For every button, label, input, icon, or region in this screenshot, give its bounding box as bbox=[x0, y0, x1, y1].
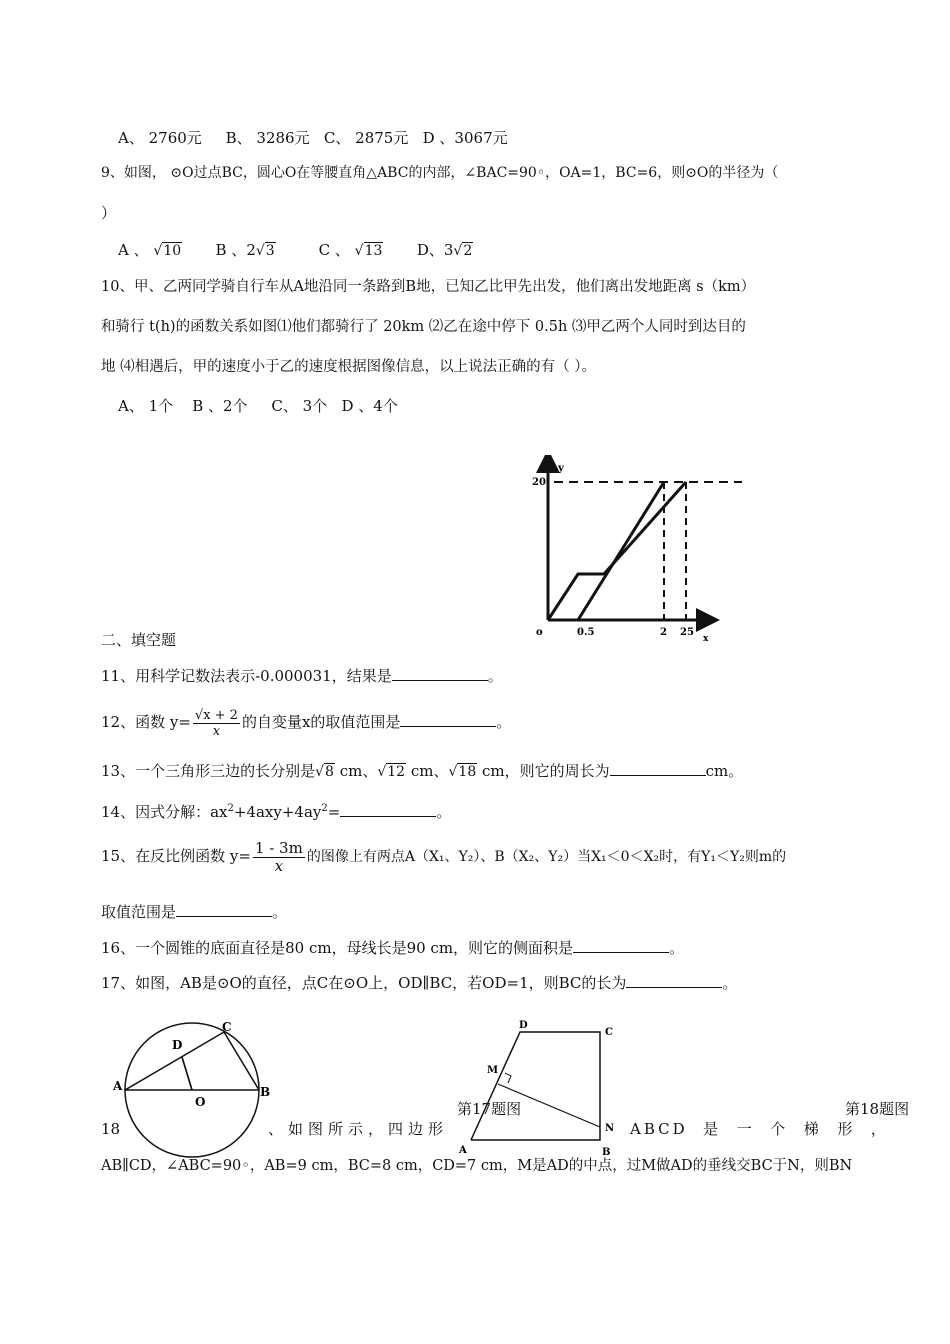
q9-close: ） bbox=[101, 204, 117, 222]
q18-number: 18 bbox=[101, 1120, 121, 1138]
series-jia-line bbox=[578, 482, 664, 620]
q10-line1: 10、甲、乙两同学骑自行车从A地沿同一条路到B地，已知乙比甲先出发，他们离出发地距离 s（km） bbox=[101, 279, 756, 295]
point-a-label: A bbox=[113, 1079, 123, 1093]
figure-18-caption: 第18题图 bbox=[845, 1100, 910, 1118]
point-b-label: B bbox=[602, 1147, 611, 1158]
y-axis-label: y bbox=[558, 463, 564, 474]
q11-answer-blank[interactable] bbox=[392, 666, 488, 681]
point-d-label: D bbox=[519, 1020, 528, 1031]
q17: 17、如图，AB是⊙O的直径，点C在⊙O上，OD∥BC，若OD=1，则BC的长为 。 bbox=[101, 974, 738, 992]
q10-options: A、 1个 B 、2个 C、 3个 D 、4个 bbox=[118, 397, 398, 415]
chord-cb bbox=[224, 1032, 259, 1090]
point-c-label: C bbox=[222, 1020, 232, 1034]
q14: 14、因式分解：$ax^2+4axy+4ay^2=$ 。 bbox=[101, 803, 452, 821]
q18-tail: ABCD 是 一 个 梯 形 ， bbox=[630, 1120, 889, 1138]
q8-option-c: C、 2875元 bbox=[323, 129, 409, 147]
x-axis-label: x bbox=[703, 634, 709, 644]
q9-option-d: D、3√2 bbox=[416, 241, 473, 259]
section-title: 二、填空题 bbox=[101, 631, 177, 649]
q9-option-c: C 、 √13 bbox=[318, 241, 383, 259]
q12: 12、函数 y= $\frac{√x + 2}{x}$ 的自变量x的取值范围是 。 bbox=[101, 707, 512, 739]
distance-time-graph bbox=[530, 455, 760, 645]
point-d-label: D bbox=[172, 1038, 183, 1052]
x-tick-2: 2 bbox=[660, 627, 667, 638]
figure-17-circle bbox=[110, 1020, 270, 1170]
q16: 16、一个圆锥的底面直径是80 cm，母线长是90 cm，则它的侧面积是 。 bbox=[101, 939, 685, 957]
q10-line3: 地 ⑷相遇后，甲的速度小于乙的速度根据图像信息，以上说法正确的有（ ）。 bbox=[101, 359, 596, 375]
q8-option-a: A、 2760元 bbox=[118, 129, 202, 147]
figure-17-caption: 第17题图 bbox=[457, 1100, 522, 1118]
q10-line2: 和骑行 t(h)的函数关系如图⑴他们都骑行了 20km ⑵乙在途中停下 0.5h ⑶甲乙两个人同时到达目的 bbox=[101, 319, 746, 335]
right-angle-mark bbox=[505, 1073, 511, 1083]
q9-stem: 9、如图， ⊙O过点BC，圆心O在等腰直角△ABC的内部，∠BAC=90◦，OA=1，BC=6，则⊙O的半径为（ bbox=[101, 165, 779, 181]
point-o-label: O bbox=[195, 1095, 206, 1109]
q8-option-b: B、 3286元 bbox=[225, 129, 310, 147]
q13: 13、一个三角形三边的长分别是√8 cm、√12 cm、√18 cm，则它的周长为 cm。 bbox=[101, 762, 744, 780]
q12-fraction: $\frac{√x + 2}{x}$ bbox=[194, 707, 238, 739]
q14-answer-blank[interactable] bbox=[340, 802, 436, 817]
q17-answer-blank[interactable] bbox=[626, 973, 722, 988]
q18-mid: 、如图所示，四边形 bbox=[268, 1120, 449, 1138]
q9-option-a: A 、 √10 bbox=[118, 241, 182, 259]
point-b-label: B bbox=[260, 1085, 270, 1099]
point-c-label: C bbox=[605, 1027, 613, 1038]
q8-option-d: D 、3067元 bbox=[422, 129, 508, 147]
point-n-label: N bbox=[605, 1123, 615, 1134]
series-yi-line bbox=[548, 482, 686, 620]
q15-line2: 取值范围是 。 bbox=[101, 903, 288, 921]
q8-options bbox=[118, 128, 508, 148]
x-tick-25: 25 bbox=[680, 627, 694, 638]
origin-label: o bbox=[536, 627, 543, 638]
figure-18-trapezoid bbox=[455, 1015, 615, 1160]
q16-answer-blank[interactable] bbox=[573, 938, 669, 953]
y-tick-20: 20 bbox=[532, 477, 546, 488]
x-tick-0.5: 0.5 bbox=[577, 627, 595, 638]
q11: 11、用科学记数法表示-0.000031，结果是 。 bbox=[101, 667, 503, 685]
trapezoid-outline bbox=[471, 1032, 600, 1140]
point-m-label: M bbox=[487, 1065, 499, 1076]
q15-fraction: $\frac{1 - 3m}{x}$ bbox=[254, 838, 303, 875]
q15: 15、在反比例函数 y= $\frac{1 - 3m}{x}$ 的图像上有两点A（X₁、Y₂）、B（X₂、Y₂）当X₁＜0＜X₂时，有Y₁＜Y₂则m的 bbox=[101, 838, 787, 875]
q13-answer-blank[interactable] bbox=[610, 761, 706, 776]
q12-answer-blank[interactable] bbox=[400, 712, 496, 727]
q15-answer-blank[interactable] bbox=[176, 902, 272, 917]
q18-line2: AB∥CD，∠ABC=90◦，AB=9 cm，BC=8 cm，CD=7 cm，M是AD的中点，过M做AD的垂线交BC于N，则BN bbox=[101, 1158, 853, 1174]
q9-options bbox=[118, 240, 473, 261]
q9-option-b: B 、2√3 bbox=[215, 241, 275, 259]
segment-do-ext bbox=[182, 1057, 192, 1090]
point-a-label: A bbox=[459, 1145, 467, 1156]
